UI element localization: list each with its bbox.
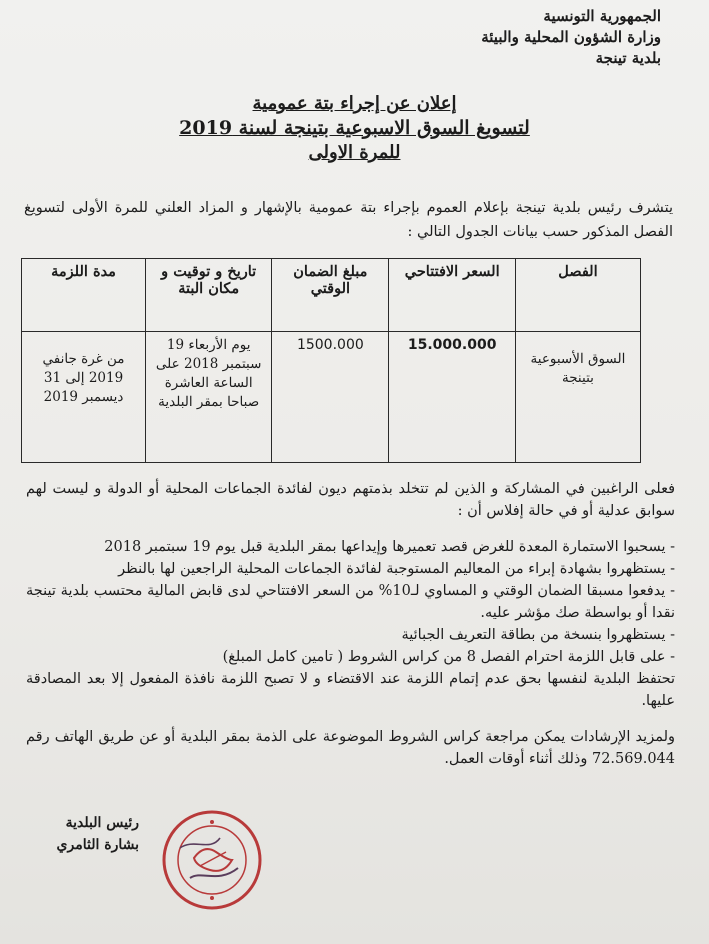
signature-block (29, 812, 139, 856)
letterhead-municipality: بلدية تينجة (595, 49, 661, 67)
requirement-item: - يستظهروا بنسخة من بطاقة التعريف الجبائية (401, 627, 675, 643)
cell-duration: من غرة جانفي 2019 إلى 31 ديسمبر 2019 (22, 332, 146, 463)
header-date-place: تاريخ و توقيت و مكان البتة (146, 259, 272, 332)
cell-opening-price: 15.000.000 (389, 332, 515, 463)
cell-guarantee: 1500.000 (272, 332, 389, 463)
announcement-subtitle: لتسويغ السوق الاسبوعية بتينجة لسنة 2019 (179, 117, 530, 139)
requirement-item: - على قابل اللزمة احترام الفصل 8 من كراس الشروط ( تامين كامل المبلغ) (222, 649, 675, 665)
tender-table (21, 258, 641, 463)
announcement-round: للمرة الاولى (308, 142, 401, 163)
letterhead (481, 6, 661, 69)
announcement-body (26, 478, 675, 770)
requirement-item: - يسحبوا الاستمارة المعدة للغرض قصد تعميرها وإيداعها بمقر البلدية قبل يوم 19 سبتمبر 2018 (104, 539, 675, 555)
signature-title: رئيس البلدية (65, 815, 139, 831)
header-item: الفصل (515, 259, 640, 332)
tender-table-row (22, 332, 641, 463)
tender-table-header-row (22, 259, 641, 332)
header-duration: مدة اللزمة (22, 259, 146, 332)
cell-date-place: يوم الأربعاء 19 سبتمبر 2018 على الساعة العاشرة صباحا بمقر البلدية (146, 332, 272, 463)
cell-item: السوق الأسبوعية بتينجة (515, 332, 640, 463)
signature-name: بشارة الثامري (56, 837, 139, 853)
requirement-item: - يستظهروا بشهادة إبراء من المعاليم المستوجبة لفائدة الجماعات المحلية الراجعين لها بالنظر (118, 561, 675, 577)
requirement-item: - يدفعوا مسبقا الضمان الوقتي و المساوي لـ10% من السعر الافتتاحي لدى قابض المالية محتسب بلدية تينجة نقدا أو بواسطة صك مؤشر عليه. (26, 583, 675, 621)
requirements-list (26, 536, 675, 668)
header-opening-price: السعر الافتتاحي (389, 259, 515, 332)
contact-paragraph: ولمزيد الإرشادات يمكن مراجعة كراس الشروط الموضوعة على الذمة بمقر البلدية أو عن طريق الهاتف رقم 72.569.044 وذلك أثناء أوقات العمل. (26, 729, 675, 767)
intro-paragraph: يتشرف رئيس بلدية تينجة بإعلام العموم بإجراء بتة عمومية بالإشهار و المزاد العلني للمرة الأولى لتسويغ الفصل المذكور حسب بيانات الجدول التالي : (24, 200, 673, 240)
reservation-paragraph: تحتفظ البلدية لنفسها بحق عدم إتمام اللزمة عند الاقتضاء و لا تصبح اللزمة نافذة المفعول إلا بعد المصادقة عليها. (26, 671, 675, 709)
letterhead-country: الجمهورية التونسية (543, 7, 661, 25)
eligibility-paragraph: فعلى الراغبين في المشاركة و الذين لم تتخلد بذمتهم ديون لفائدة الجماعات المحلية أو الدولة و ليست لهم سوابق عدلية أو في حالة إفلاس أن : (26, 481, 675, 519)
announcement-title-block (0, 92, 709, 165)
announcement-title: إعلان عن إجراء بتة عمومية (252, 93, 457, 114)
official-stamp-icon (160, 808, 264, 912)
header-guarantee: مبلغ الضمان الوقتي (272, 259, 389, 332)
letterhead-ministry: وزارة الشؤون المحلية والبيئة (481, 28, 661, 46)
